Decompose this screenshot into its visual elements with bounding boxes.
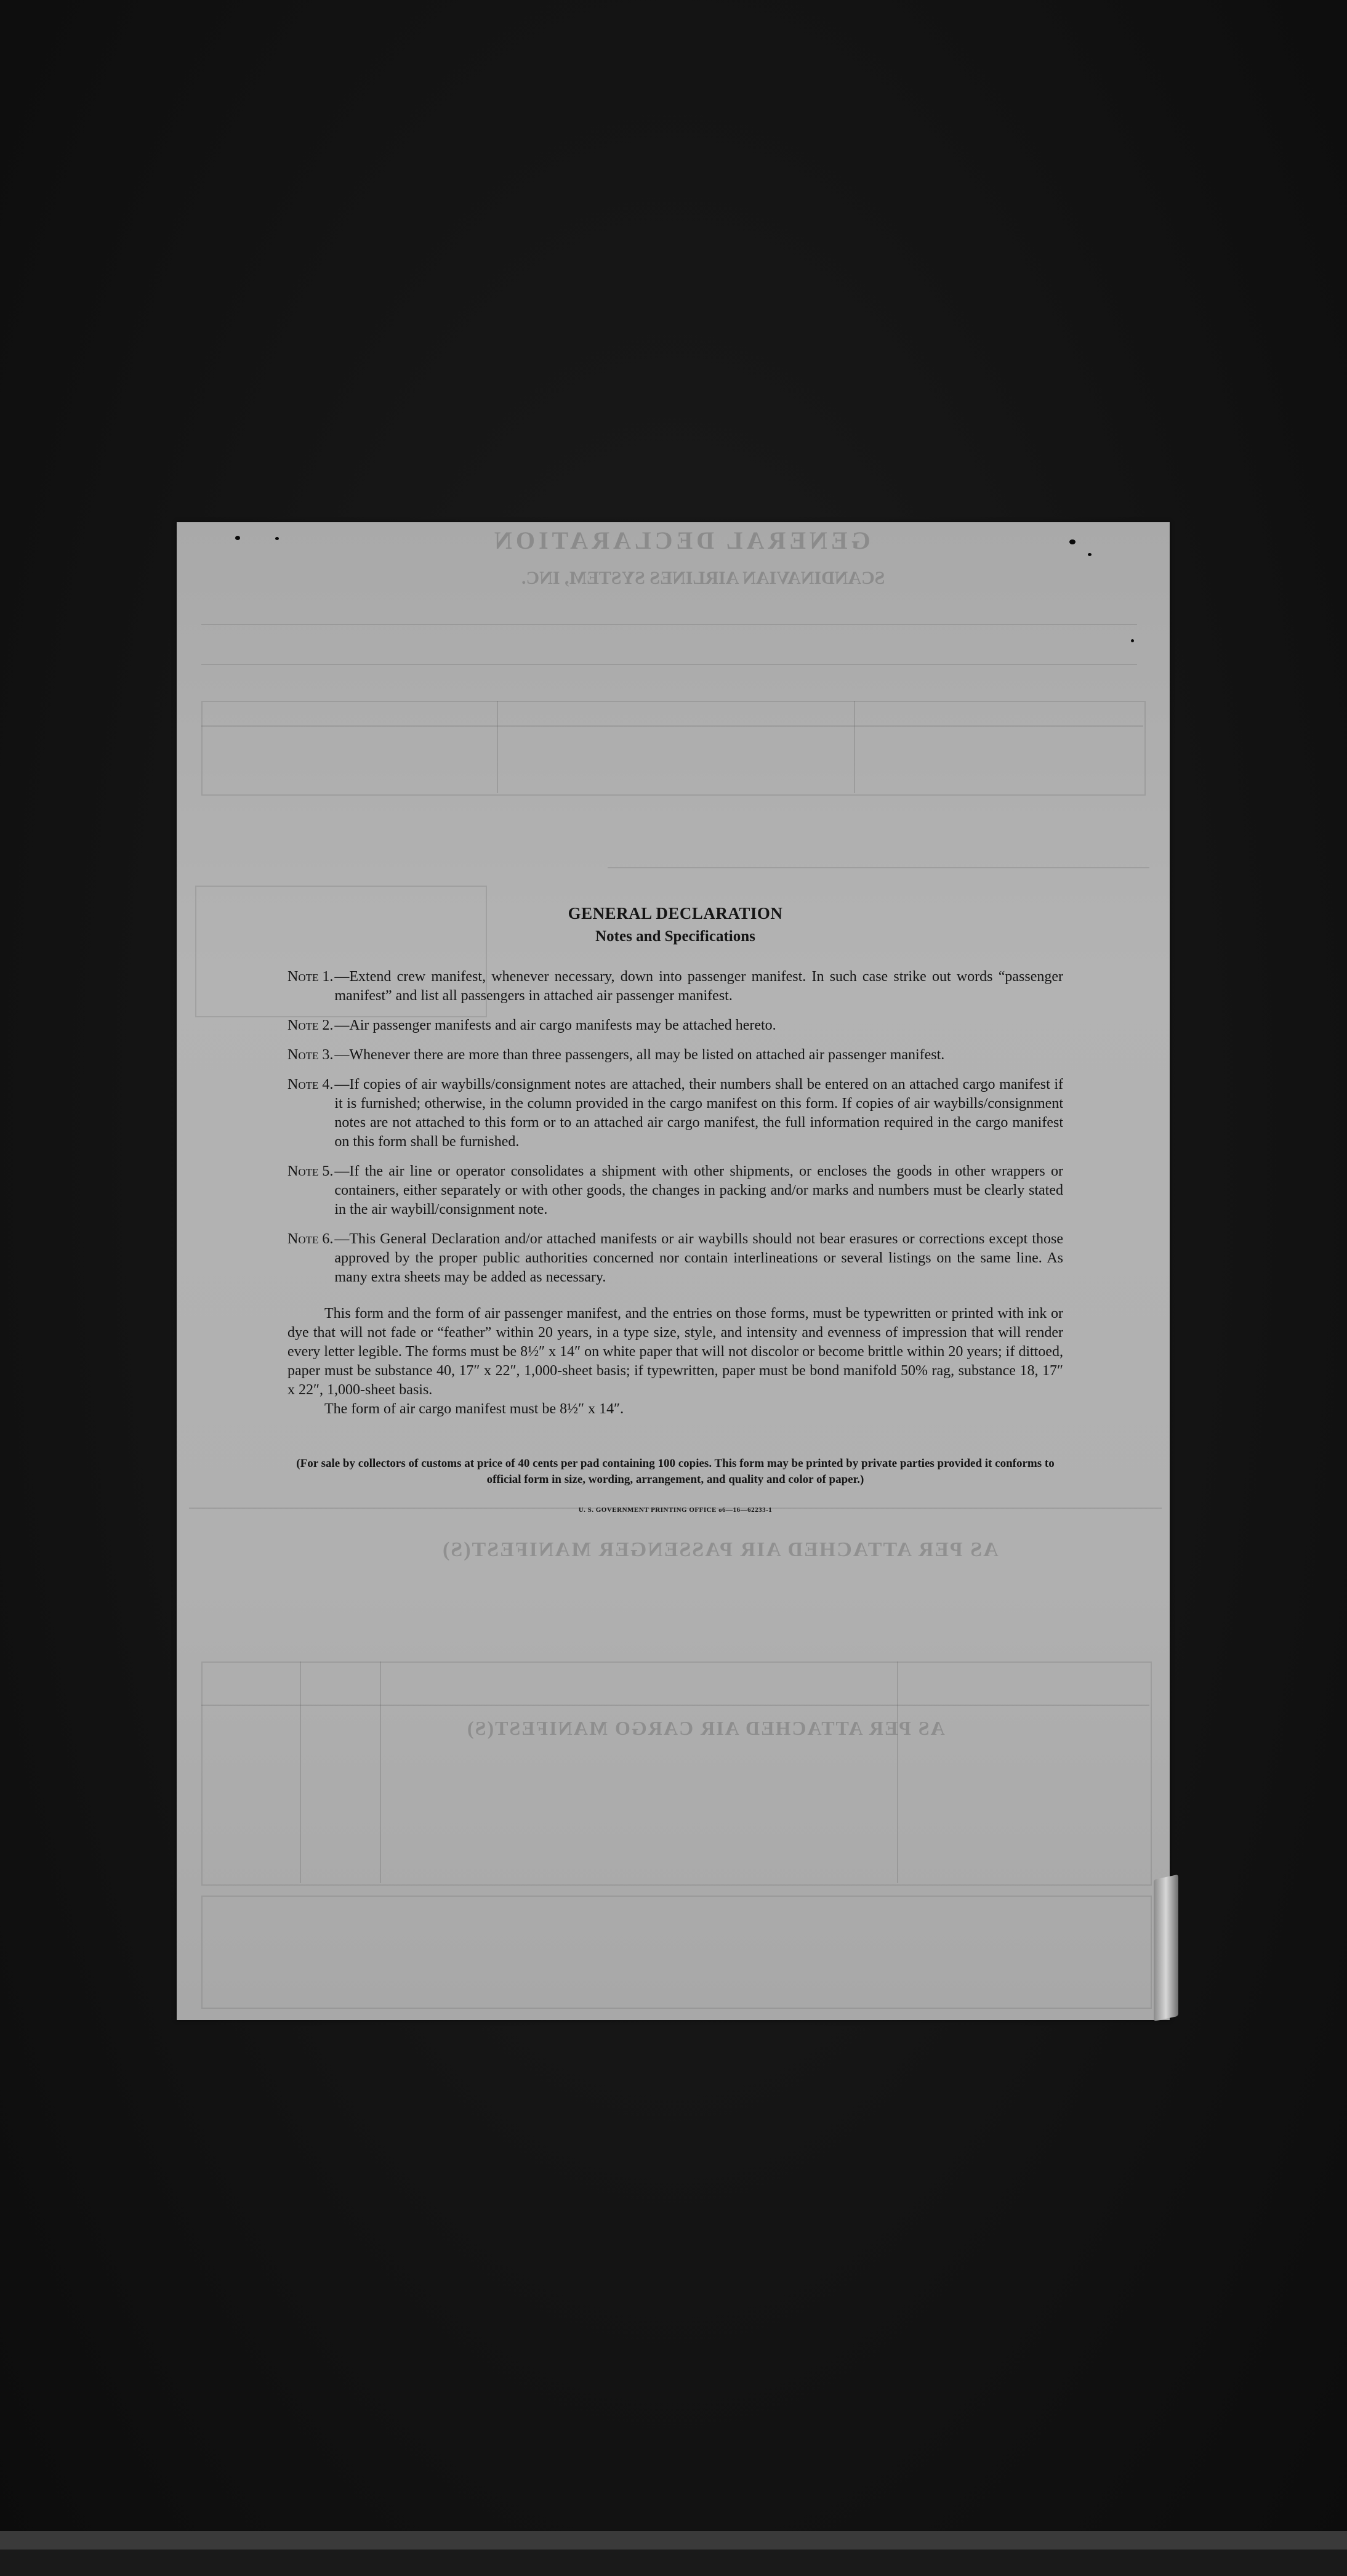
form-specification-paragraph: This form and the form of air passenger manifest, and the entries on those forms, must be typewritten or printed with ink or dye that will not fade or “feather” within 20 years, in a type size, style, and intensity and evenness of impression that will render every letter legible. The forms must be 8½″ x 14″ on white paper that will not discolor or become brittle within 20 years; if dittoed, paper must be substance 40, 17″ x 22″, 1,000-sheet basis; if typewritten, paper must be bond manifold 50% rag, substance 18, 17″ x 22″, 1,000-sheet basis.	[287, 1306, 1063, 1398]
bleed-cargo-stamp: AS PER ATTACHED AIR CARGO MANIFEST(S)	[466, 1717, 945, 1739]
note-text: —Whenever there are more than three passengers, all may be listed on attached air passenger manifest.	[334, 1047, 945, 1063]
note-text: —This General Declaration and/or attached manifests or air waybills should not bear erasures or corrections except those approved by the proper public authorities concerned nor contain interlineations or several listings on the same line. As many extra sheets may be added as necessary.	[334, 1231, 1063, 1285]
speck	[1069, 539, 1076, 544]
note-label: Note 6.	[287, 1231, 334, 1247]
speck	[275, 537, 279, 540]
sale-notice: (For sale by collectors of customs at price of 40 cents per pad containing 100 copies. This form may be printed by private parties provided it conforms to official form in size, wording, arrangement, and quality and color of paper.)	[296, 1457, 1055, 1486]
declaration-notes	[287, 904, 1063, 1514]
bleed-rule	[497, 701, 498, 793]
cargo-manifest-size-paragraph: The form of air cargo manifest must be 8½″ x 14″.	[324, 1401, 624, 1417]
bleed-passenger-stamp: AS PER ATTACHED AIR PASSENGER MANIFEST(S)	[441, 1538, 999, 1561]
page-curl	[1154, 1875, 1178, 2022]
bleed-header: GENERAL DECLARATION	[491, 527, 871, 554]
bleed-signature-box	[201, 1896, 1152, 2009]
printing-office-imprint: U. S. GOVERNMENT PRINTING OFFICE o6—16—62233-1	[578, 1506, 773, 1514]
note-label: Note 2.	[287, 1017, 334, 1033]
document-sheet	[177, 522, 1170, 2020]
bleed-table	[201, 701, 1146, 796]
note-text: —If the air line or operator consolidates a shipment with other shipments, or encloses the goods in other wrappers or containers, either separately or with other goods, the changes in packing and/or marks and numbers must be clearly stated in the air waybill/consignment note.	[334, 1163, 1063, 1217]
note-3	[287, 1046, 1063, 1065]
bleed-rule	[300, 1661, 301, 1883]
note-label: Note 5.	[287, 1163, 334, 1179]
bleed-rule	[380, 1661, 381, 1883]
scanner-bottom-band	[0, 2531, 1347, 2550]
speck	[1131, 639, 1134, 642]
note-4	[287, 1075, 1063, 1152]
bleed-rule	[608, 867, 1149, 868]
note-text: —Extend crew manifest, whenever necessary, down into passenger manifest. In such case strike out words “passenger manifest” and list all passengers in attached air passenger manifest.	[334, 969, 1063, 1004]
bleed-rule	[201, 664, 1137, 665]
scanner-bottom-edge	[0, 2550, 1347, 2576]
note-6	[287, 1230, 1063, 1287]
bleed-rule	[201, 725, 1143, 727]
note-label: Note 4.	[287, 1076, 334, 1092]
bleed-rule	[854, 701, 855, 793]
bleed-airline: SCANDINAVIAN AIRLINES SYSTEM, INC.	[521, 568, 885, 588]
page-title: GENERAL DECLARATION	[568, 904, 783, 923]
speck	[1088, 553, 1092, 556]
bleed-rule	[897, 1661, 898, 1883]
note-label: Note 3.	[287, 1047, 334, 1063]
bleed-rule	[201, 624, 1137, 625]
note-2	[287, 1016, 1063, 1035]
page-subtitle: Notes and Specifications	[595, 928, 755, 945]
note-label: Note 1.	[287, 969, 334, 985]
speck	[235, 536, 240, 540]
note-text: —If copies of air waybills/consignment notes are attached, their numbers shall be entered on an attached cargo manifest if it is furnished; otherwise, in the column provided in the cargo manifest on this form. If copies of air waybills/consignment notes are not attached to this form or to an attached air cargo manifest, the full information required in the cargo manifest on this form shall be furnished.	[334, 1076, 1063, 1150]
bleed-cargo-table	[201, 1661, 1152, 1886]
note-5	[287, 1162, 1063, 1219]
note-text: —Air passenger manifests and air cargo manifests may be attached hereto.	[334, 1017, 776, 1033]
note-1	[287, 967, 1063, 1006]
bleed-rule	[201, 1705, 1149, 1706]
